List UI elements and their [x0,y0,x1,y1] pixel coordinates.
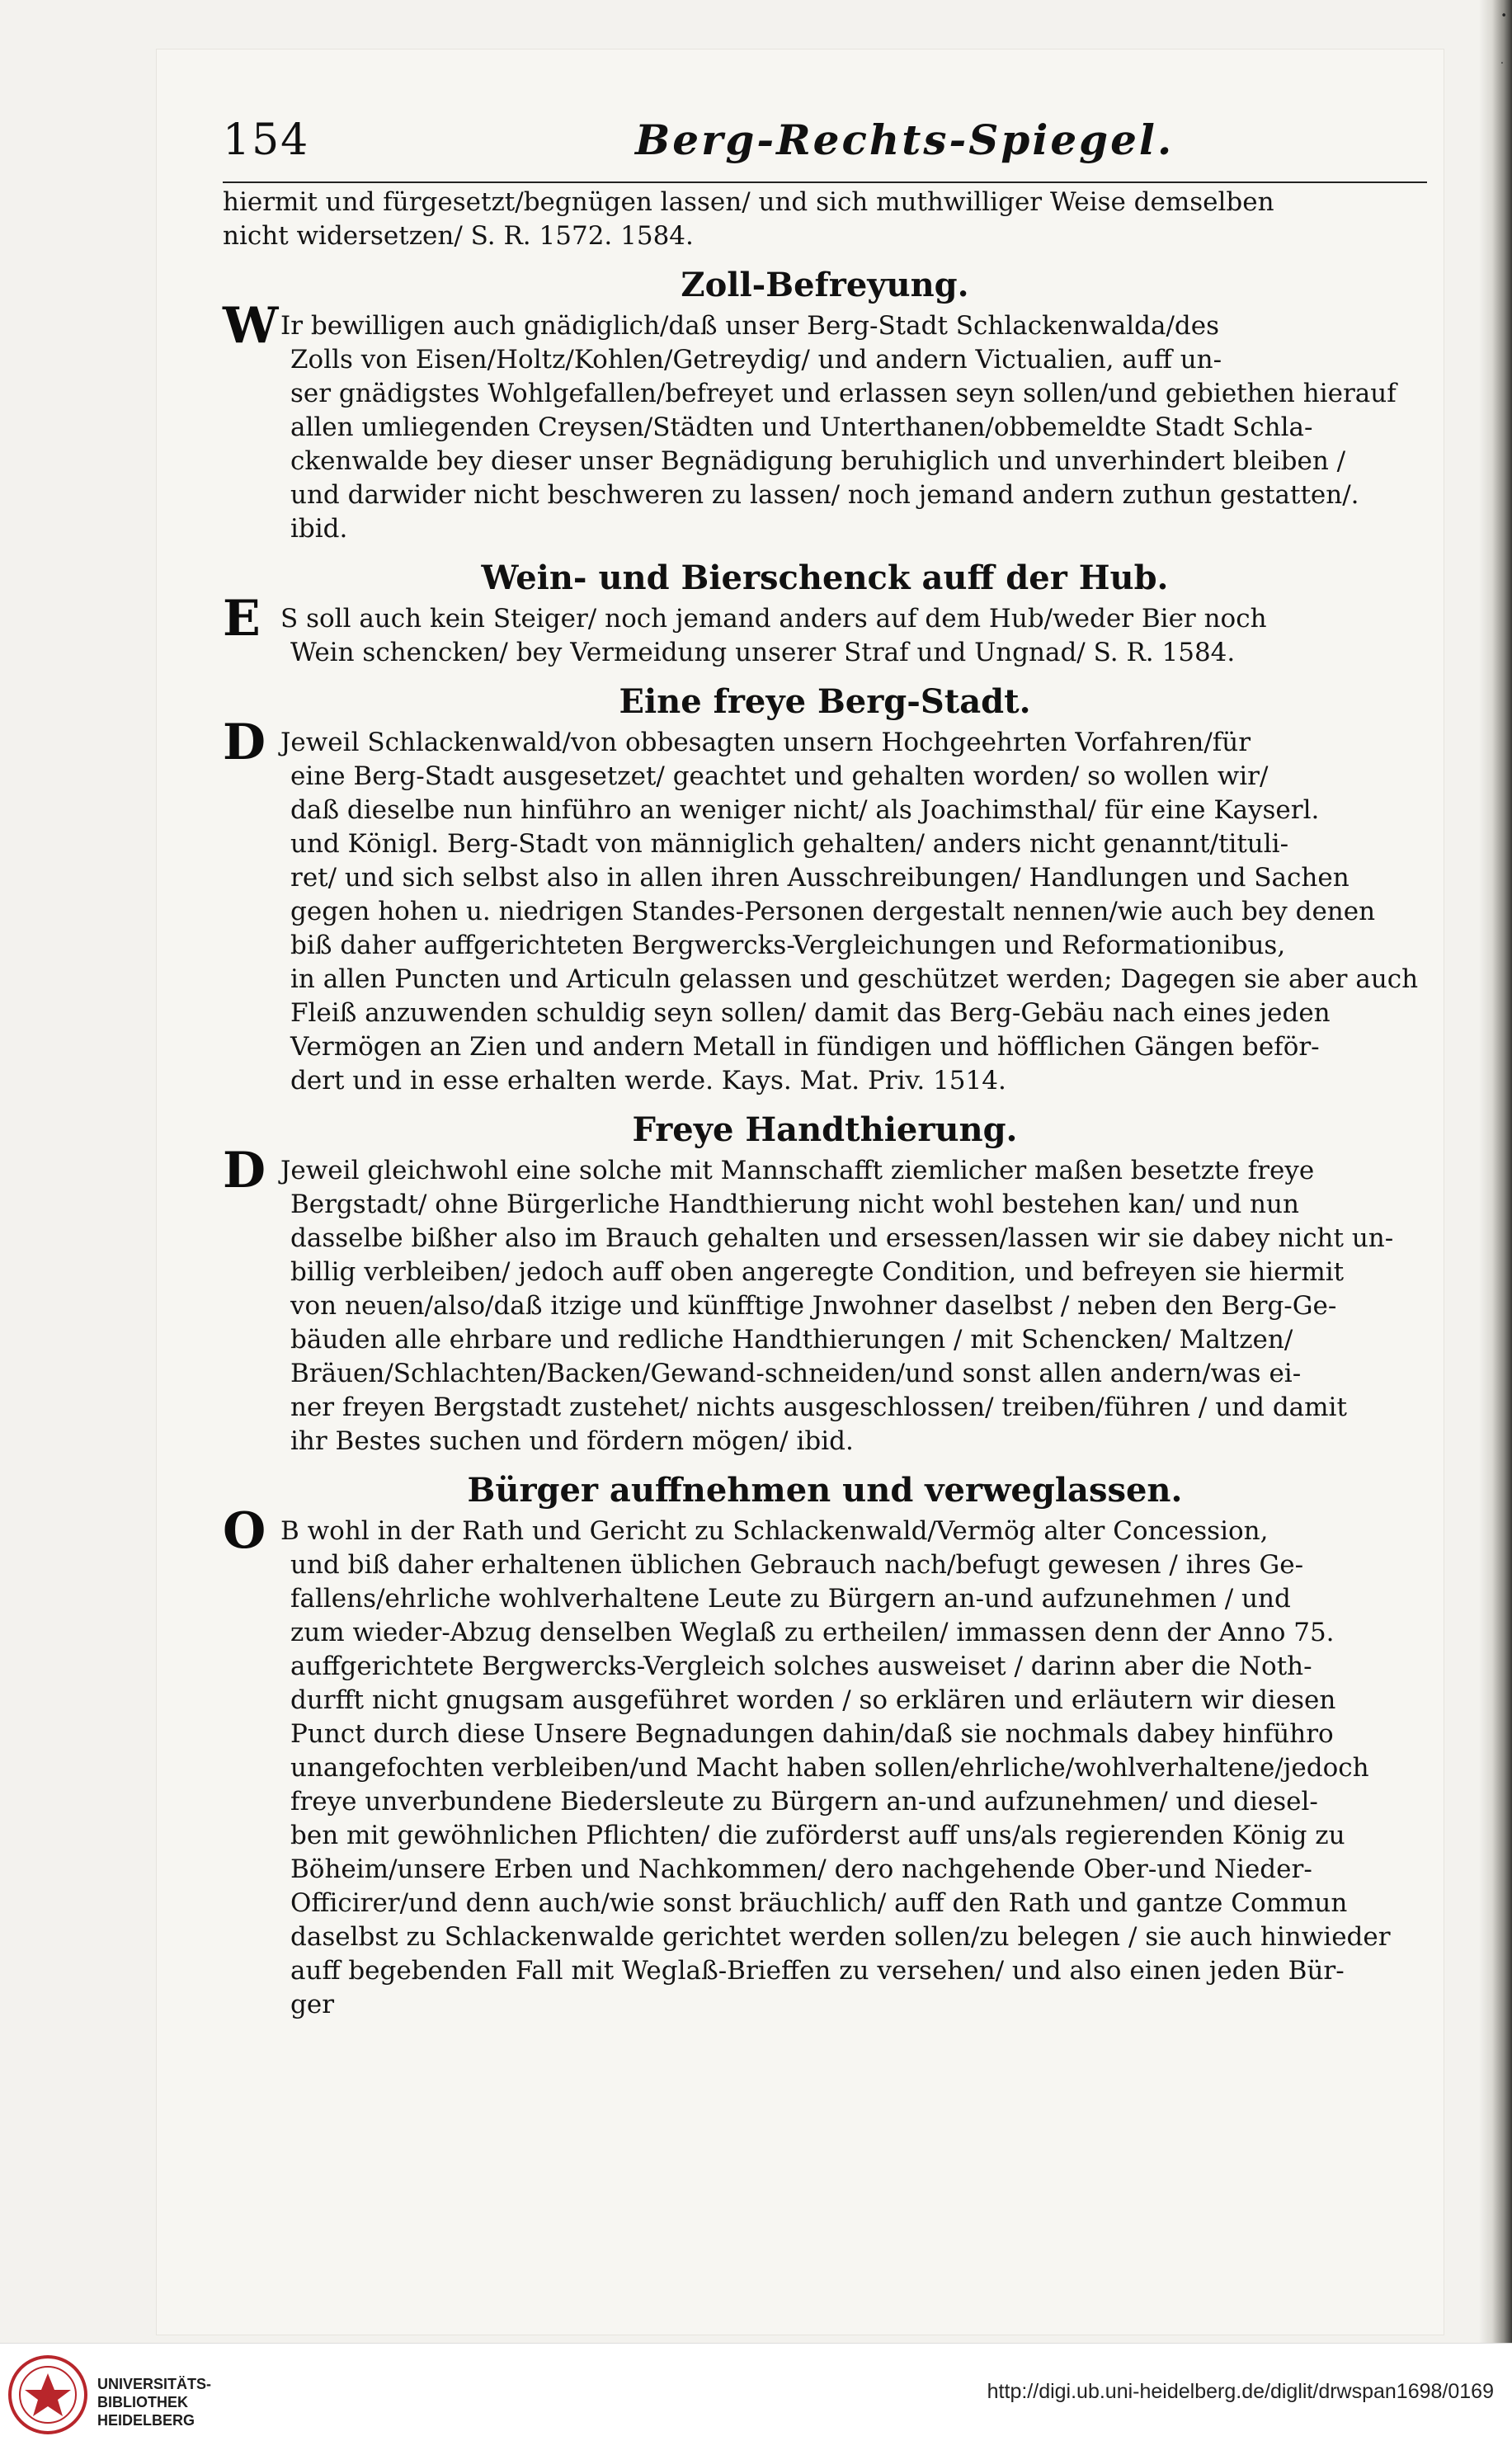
text-line [223,1718,1427,1751]
line-text: Punct durch diese Unsere Begnadungen dahin/daß sie nochmals dabey hinführo [290,1719,1334,1749]
text-line [223,411,1427,445]
drop-initial: D [223,714,266,771]
line-text: ner freyen Bergstadt zustehet/ nichts ausgeschlossen/ treiben/führen / und damit [290,1392,1347,1422]
page-number: 154 [223,115,310,165]
line-text: ser gnädigstes Wohlgefallen/befreyet und erlassen seyn sollen/und gebiethen hierauf [290,379,1397,408]
drop-initial: E [223,590,261,648]
text-line [223,1502,1427,1560]
text-line [223,1887,1427,1920]
text-line [223,1853,1427,1887]
line-text: Fleiß anzuwenden schuldig seyn sollen/ damit das Berg-Gebäu nach eines jeden [290,998,1331,1028]
logo-line: BIBLIOTHEK [97,2394,188,2410]
text-line [223,1222,1427,1256]
text-line [223,1616,1427,1650]
text-paragraph [223,714,1427,1098]
text-line [223,1684,1427,1718]
viewer-footer [0,2343,1512,2455]
line-text: Officirer/und denn auch/wie sonst bräuchlich/ auff den Rath und gantze Commun [290,1888,1348,1918]
text-line [223,1785,1427,1819]
section-heading: Zoll-Befreyung. [681,266,969,304]
text-line [223,1064,1427,1098]
line-text: unangefochten verbleiben/und Macht haben sollen/ehrliche/wohlverhaltene/jedoch [290,1753,1369,1783]
logo-line: UNIVERSITÄTS- [97,2376,212,2392]
line-text: von neuen/also/daß itzige und künfftige Jnwohner daselbst / neben den Berg-Ge- [290,1291,1337,1321]
running-title: Berg-Rechts-Spiegel. [635,115,1175,164]
text-line [223,1256,1427,1289]
line-text: durfft nicht gnugsam ausgeführet worden / so erklären und erläutern wir diesen [290,1685,1336,1715]
section-heading: Eine freye Berg-Stadt. [619,682,1031,721]
text-paragraph [223,590,1427,670]
text-line [223,377,1427,411]
section-heading: Wein- und Bierschenck auff der Hub. [481,558,1169,597]
text-line [223,478,1427,512]
heidelberg-seal-icon [7,2354,89,2436]
text-line [223,186,1427,219]
text-paragraph [223,1142,1427,1458]
text-paragraph [223,1502,1427,2022]
text-line [223,1142,1427,1199]
text-line [223,297,1427,355]
section-heading: Freye Handthierung. [632,1110,1018,1149]
line-text: S soll auch kein Steiger/ noch jemand anders auf dem Hub/weder Bier noch [280,604,1267,634]
line-text: und Königl. Berg-Stadt von männiglich gehalten/ anders nicht genannt/tituli- [290,829,1289,859]
logo-wordmark [97,2375,211,2429]
line-text: dert und in esse erhalten werde. Kays. Mat. Priv. 1514. [290,1066,1006,1096]
text-line [223,861,1427,895]
line-text: zum wieder-Abzug denselben Weglaß zu ertheilen/ immassen denn der Anno 75. [290,1618,1335,1647]
text-line [223,997,1427,1030]
line-text: dasselbe bißher also im Brauch gehalten und ersessen/lassen wir sie dabey nicht un- [290,1223,1394,1253]
line-text: bäuden alle ehrbare und redliche Handthierungen / mit Schencken/ Maltzen/ [290,1325,1293,1355]
text-line [223,512,1427,546]
drop-initial: O [223,1502,266,1560]
line-text: Bergstadt/ ohne Bürgerliche Handthierung nicht wohl bestehen kan/ und nun [290,1190,1299,1219]
drop-initial: W [223,297,279,355]
line-text: und darwider nicht beschweren zu lassen/ noch jemand andern zuthun gestatten/. [290,480,1359,510]
line-text: billig verbleiben/ jedoch auff oben angeregte Condition, und befreyen sie hiermit [290,1257,1345,1287]
text-line [223,1751,1427,1785]
text-line [223,827,1427,861]
spine-mark: • [1500,10,1507,22]
text-line [223,1030,1427,1064]
line-text: ger [290,1990,335,2019]
text-line [223,895,1427,929]
text-line [223,1819,1427,1853]
line-text: hiermit und fürgesetzt/begnügen lassen/ und sich muthwilliger Weise demselben [223,187,1274,217]
spine-mark: · [1500,58,1504,70]
line-text: freye unverbundene Biedersleute zu Bürgern an-und aufzunehmen/ und diesel- [290,1787,1318,1817]
line-text: Wein schencken/ bey Vermeidung unserer Straf und Ungnad/ S. R. 1584. [290,638,1236,667]
book-spine-edge [1479,0,1512,2343]
text-line [223,1988,1427,2022]
text-line [223,1425,1427,1458]
text-line [223,1954,1427,1988]
text-line [223,1391,1427,1425]
text-paragraph [223,186,1427,253]
line-text: fallens/ehrliche wohlverhaltene Leute zu Bürgern an-und aufzunehmen / und [290,1584,1291,1614]
line-text: allen umliegenden Creysen/Städten und Unterthanen/obbemeldte Stadt Schla- [290,412,1313,442]
line-text: auffgerichtete Bergwercks-Vergleich solches ausweiset / darinn aber die Noth- [290,1652,1312,1681]
page-header [223,115,1427,183]
text-line [223,963,1427,997]
line-text: Zolls von Eisen/Holtz/Kohlen/Getreydig/ und andern Victualien, auff un- [290,345,1222,375]
text-line [223,1548,1427,1582]
line-text: ret/ und sich selbst also in allen ihren Ausschreibungen/ Handlungen und Sachen [290,863,1349,893]
text-line [223,760,1427,794]
line-text: eine Berg-Stadt ausgesetzet/ geachtet und gehalten worden/ so wollen wir/ [290,761,1269,791]
line-text: Jeweil Schlackenwald/von obbesagten unsern Hochgeehrten Vorfahren/für [280,728,1251,757]
line-text: B wohl in der Rath und Gericht zu Schlackenwald/Vermög alter Concession, [280,1516,1269,1546]
line-text: Vermögen an Zien und andern Metall in fündigen und höfflichen Gängen beför- [290,1032,1320,1062]
text-line [223,1357,1427,1391]
text-line [223,1188,1427,1222]
line-text: daselbst zu Schlackenwalde gerichtet werden sollen/zu belegen / sie auch hinwieder [290,1922,1391,1952]
text-line [223,929,1427,963]
line-text: ckenwalde bey dieser unser Begnädigung beruhiglich und unverhindert bleiben / [290,446,1346,476]
text-line [223,445,1427,478]
text-line [223,1920,1427,1954]
text-line [223,1582,1427,1616]
text-line [223,343,1427,377]
line-text: gegen hohen u. niedrigen Standes-Personen dergestalt nennen/wie auch bey denen [290,897,1376,926]
line-text: auff begebenden Fall mit Weglaß-Brieffen zu versehen/ und also einen jeden Bür- [290,1956,1345,1986]
line-text: ben mit gewöhnlichen Pflichten/ die zuförderst auff uns/als regierenden König zu [290,1821,1345,1850]
line-text: in allen Puncten und Articuln gelassen und geschützet werden; Dagegen sie aber auch [290,964,1419,994]
line-text: nicht widersetzen/ S. R. 1572. 1584. [223,221,694,251]
text-line [223,1650,1427,1684]
drop-initial: D [223,1142,266,1199]
line-text: Bräuen/Schlachten/Backen/Gewand-schneiden/und sonst allen andern/was ei- [290,1359,1302,1388]
line-text: ibid. [290,514,348,544]
page-body-text [223,186,1427,2030]
line-text: Ir bewilligen auch gnädiglich/daß unser Berg-Stadt Schlackenwalda/des [280,311,1219,341]
text-line [223,219,1427,253]
university-library-logo[interactable] [0,2354,272,2444]
text-line [223,794,1427,827]
text-line [223,1323,1427,1357]
logo-line: HEIDELBERG [97,2412,195,2429]
line-text: ihr Bestes suchen und fördern mögen/ ibid. [290,1426,854,1456]
permalink-url[interactable]: http://digi.ub.uni-heidelberg.de/diglit/drwspan1698/0169 [987,2380,1494,2403]
line-text: Böheim/unsere Erben und Nachkommen/ dero nachgehende Ober-und Nieder- [290,1854,1312,1884]
section-heading: Bürger auffnehmen und verweglassen. [467,1471,1183,1510]
line-text: daß dieselbe nun hinführo an weniger nicht/ als Joachimsthal/ für eine Kayserl. [290,795,1320,825]
line-text: und biß daher erhaltenen üblichen Gebrauch nach/befugt gewesen / ihres Ge- [290,1550,1304,1580]
line-text: biß daher auffgerichteten Bergwercks-Vergleichungen und Reformationibus, [290,931,1286,960]
text-line [223,590,1427,648]
text-paragraph [223,297,1427,546]
text-line [223,636,1427,670]
line-text: Jeweil gleichwohl eine solche mit Mannschafft ziemlicher maßen besetzte freye [280,1156,1315,1185]
text-line [223,714,1427,771]
text-line [223,1289,1427,1323]
